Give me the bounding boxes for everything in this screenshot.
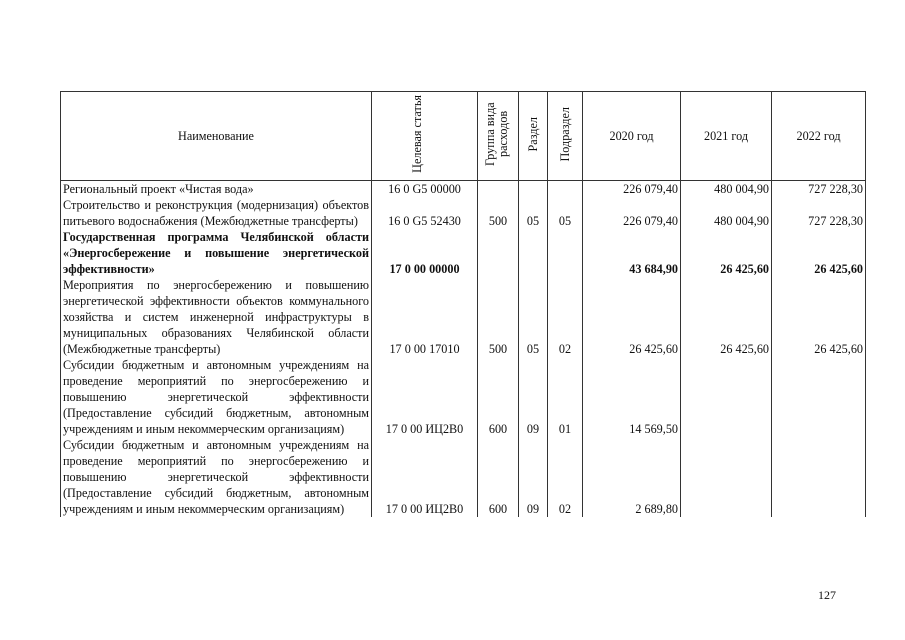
- row-2021: 480 004,90: [681, 181, 772, 198]
- row-code: 17 0 00 ИЦ2В0: [372, 357, 478, 437]
- row-2021: [681, 437, 772, 517]
- row-2020: 14 569,50: [583, 357, 681, 437]
- budget-table: [60, 91, 866, 517]
- row-2020: 26 425,60: [583, 277, 681, 357]
- row-group: 600: [478, 437, 519, 517]
- header-expense-group: Группа вида расходов: [478, 92, 519, 181]
- row-name: Субсидии бюджетным и автономным учреждениям на проведение мероприятий по энергосбережению и повышению энергетической эффективности (Предоставление субсидий бюджетным, автономным учреждениям и иным некоммерческим организациям): [61, 437, 372, 517]
- row-2021: 26 425,60: [681, 277, 772, 357]
- row-2022: 26 425,60: [772, 277, 866, 357]
- row-2022: 727 228,30: [772, 181, 866, 198]
- row-group: 500: [478, 197, 519, 229]
- row-subsection: [548, 181, 583, 198]
- row-group: [478, 181, 519, 198]
- row-2021: 26 425,60: [681, 229, 772, 277]
- row-2021: [681, 357, 772, 437]
- row-section: 09: [519, 357, 548, 437]
- row-2022: [772, 357, 866, 437]
- header-name: Наименование: [61, 92, 372, 181]
- row-2020: 226 079,40: [583, 181, 681, 198]
- row-section: 09: [519, 437, 548, 517]
- row-subsection: 01: [548, 357, 583, 437]
- row-code: 17 0 00 00000: [372, 229, 478, 277]
- row-group: 600: [478, 357, 519, 437]
- row-subsection: [548, 229, 583, 277]
- row-name: Государственная программа Челябинской области «Энергосбережение и повышение энергетической эффективности»: [61, 229, 372, 277]
- row-name: Региональный проект «Чистая вода»: [61, 181, 372, 198]
- row-2022: 26 425,60: [772, 229, 866, 277]
- row-name: Строительство и реконструкция (модернизация) объектов питьевого водоснабжения (Межбюджетные трансферты): [61, 197, 372, 229]
- row-2020: 2 689,80: [583, 437, 681, 517]
- header-2022: 2022 год: [772, 92, 866, 181]
- row-code: 17 0 00 ИЦ2В0: [372, 437, 478, 517]
- row-group: 500: [478, 277, 519, 357]
- row-subsection: 02: [548, 277, 583, 357]
- header-2020: 2020 год: [583, 92, 681, 181]
- row-code: 17 0 00 17010: [372, 277, 478, 357]
- row-section: 05: [519, 197, 548, 229]
- row-code: 16 0 G5 00000: [372, 181, 478, 198]
- row-2021: 480 004,90: [681, 197, 772, 229]
- row-section: [519, 181, 548, 198]
- table-row: [61, 181, 866, 198]
- header-subsection: Подраздел: [548, 92, 583, 181]
- row-2022: [772, 437, 866, 517]
- row-2022: 727 228,30: [772, 197, 866, 229]
- row-section: [519, 229, 548, 277]
- row-code: 16 0 G5 52430: [372, 197, 478, 229]
- row-subsection: 05: [548, 197, 583, 229]
- row-subsection: 02: [548, 437, 583, 517]
- table-header-row: [61, 92, 866, 181]
- header-2021: 2021 год: [681, 92, 772, 181]
- row-group: [478, 229, 519, 277]
- table-row: [61, 437, 866, 517]
- header-target-article: Целевая статья: [372, 92, 478, 181]
- row-section: 05: [519, 277, 548, 357]
- row-name: Субсидии бюджетным и автономным учреждениям на проведение мероприятий по энергосбережению и повышению энергетической эффективности (Предоставление субсидий бюджетным, автономным учреждениям и иным некоммерческим организациям): [61, 357, 372, 437]
- table-row: [61, 197, 866, 229]
- table-row: [61, 357, 866, 437]
- table-row: [61, 229, 866, 277]
- page-number: 127: [818, 588, 836, 602]
- row-2020: 43 684,90: [583, 229, 681, 277]
- row-name: Мероприятия по энергосбережению и повышению энергетической эффективности объектов коммунального хозяйства и систем инженерной инфраструктуры в муниципальных образованиях Челябинской области (Межбюджетные трансферты): [61, 277, 372, 357]
- header-section: Раздел: [519, 92, 548, 181]
- table-row: [61, 277, 866, 357]
- row-2020: 226 079,40: [583, 197, 681, 229]
